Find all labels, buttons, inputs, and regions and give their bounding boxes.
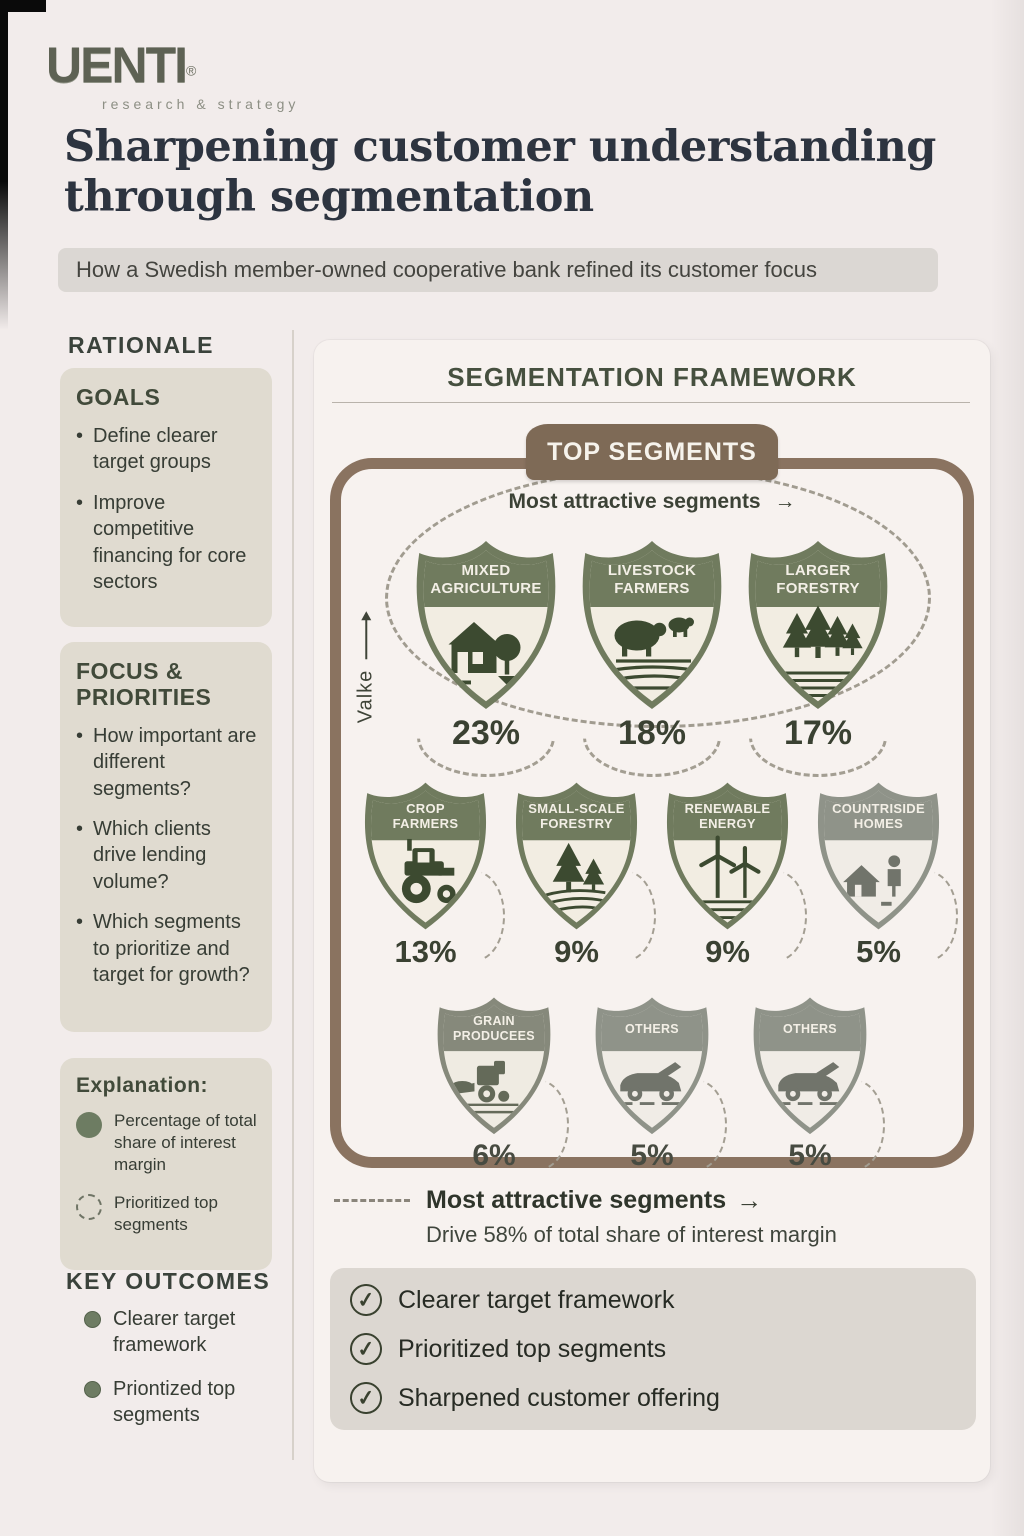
segment-percentage: 9% bbox=[554, 933, 599, 969]
top-segments-banner bbox=[526, 424, 778, 480]
focus-heading: FOCUS & PRIORITIES bbox=[76, 658, 212, 711]
shield-graphic bbox=[433, 995, 555, 1137]
shield-row-bottom bbox=[314, 995, 990, 1173]
most-attractive-label bbox=[314, 490, 990, 514]
attractive-note bbox=[334, 1185, 762, 1216]
segment-shield bbox=[577, 538, 727, 753]
legend-label: Percentage of total share of interest margin bbox=[114, 1111, 257, 1175]
goals-heading: GOALS bbox=[76, 384, 161, 410]
filled-circle-icon bbox=[76, 1112, 102, 1138]
shield-row-top bbox=[314, 538, 990, 753]
logo-tagline: research & strategy bbox=[102, 96, 300, 112]
dashed-line-icon bbox=[334, 1199, 410, 1202]
checkmark-icon: ✓ bbox=[348, 1331, 383, 1366]
segment-shield bbox=[433, 995, 555, 1173]
segment-percentage: 5% bbox=[630, 1138, 674, 1172]
rationale-heading: RATIONALE bbox=[68, 332, 214, 358]
shield-graphic bbox=[662, 780, 793, 932]
attractive-note-arrow-icon: → bbox=[736, 1185, 763, 1215]
segment-shield bbox=[813, 780, 944, 970]
segment-shield bbox=[511, 780, 642, 970]
focus-list bbox=[76, 723, 258, 989]
bullet-icon: • bbox=[76, 425, 84, 447]
framework-title: SEGMENTATION FRAMEWORK bbox=[447, 362, 857, 392]
vertical-divider bbox=[292, 330, 294, 1460]
segment-label: GRAIN PRODUCEES bbox=[453, 1014, 535, 1043]
checklist-text: Prioritized top segments bbox=[398, 1334, 667, 1363]
bullet-text: Which clients drive lending volume? bbox=[93, 818, 211, 893]
top-segments-label: TOP SEGMENTS bbox=[547, 437, 757, 466]
bullet-item bbox=[76, 423, 258, 476]
explanation-box bbox=[60, 1058, 272, 1270]
segment-shield bbox=[360, 780, 491, 970]
most-attractive-text: Most attractive segments bbox=[508, 490, 761, 513]
checklist-text: Sharpened customer offering bbox=[398, 1383, 720, 1412]
segment-label: MIXED AGRICULTURE bbox=[430, 562, 542, 597]
shield-graphic bbox=[360, 780, 491, 932]
segment-shield bbox=[662, 780, 793, 970]
segment-percentage: 17% bbox=[783, 714, 853, 752]
bullet-text: Define clearer target groups bbox=[93, 425, 218, 474]
segment-label: COUNTRISIDE HOMES bbox=[832, 801, 925, 832]
bullet-text: Which segments to prioritize and target for growth? bbox=[93, 911, 250, 986]
checkmark-icon: ✓ bbox=[348, 1380, 383, 1415]
bullet-icon: • bbox=[76, 724, 84, 747]
outcome-dot-icon bbox=[84, 1381, 101, 1398]
framework-title-rule bbox=[332, 402, 970, 403]
company-logo bbox=[46, 36, 299, 112]
attractive-note-subtitle: Drive 58% of total share of interest margin bbox=[426, 1222, 837, 1247]
shield-graphic bbox=[577, 538, 727, 712]
subtitle-banner: How a Swedish member-owned cooperative bank refined its customer focus bbox=[58, 248, 938, 292]
scan-artifact-edge bbox=[0, 0, 8, 330]
outcome-dot-icon bbox=[84, 1311, 101, 1328]
focus-box bbox=[60, 642, 272, 1032]
logo-wordmark: UENTI bbox=[46, 37, 186, 93]
checklist-item bbox=[350, 1333, 956, 1365]
explanation-legend bbox=[76, 1110, 258, 1236]
bullet-item bbox=[76, 490, 258, 596]
key-outcomes-list bbox=[84, 1306, 284, 1446]
segment-shield bbox=[591, 995, 713, 1173]
segment-percentage: 5% bbox=[856, 933, 901, 969]
bullet-icon: • bbox=[76, 491, 84, 514]
outcome-text: Priontized top segments bbox=[113, 1378, 236, 1426]
segment-label: OTHERS bbox=[783, 1021, 837, 1036]
shield-graphic bbox=[511, 780, 642, 932]
dashed-circle-icon bbox=[76, 1194, 102, 1220]
bullet-item bbox=[76, 909, 258, 988]
bullet-icon: • bbox=[76, 818, 84, 841]
bullet-text: Improve competitive financing for core sectors bbox=[93, 491, 247, 593]
explanation-heading: Explanation: bbox=[76, 1074, 209, 1097]
page-title-line1: Sharpening customer understanding bbox=[64, 122, 936, 172]
legend-label: Prioritized top segments bbox=[114, 1193, 218, 1235]
shield-graphic bbox=[411, 538, 561, 712]
segment-percentage: 9% bbox=[705, 933, 750, 969]
segment-label: RENEWABLE ENERGY bbox=[684, 801, 771, 832]
segment-shield bbox=[411, 538, 561, 753]
right-arrow-icon: → bbox=[774, 490, 796, 513]
segment-label: CROP FARMERS bbox=[392, 801, 459, 832]
shield-graphic bbox=[743, 538, 893, 712]
segment-percentage: 6% bbox=[472, 1138, 516, 1172]
segment-percentage: 18% bbox=[617, 714, 687, 752]
bullet-item bbox=[76, 723, 258, 802]
shield-graphic bbox=[749, 995, 871, 1137]
segment-label: LARGER FORESTRY bbox=[776, 562, 860, 597]
page-title-line2: through segmentation bbox=[64, 172, 594, 223]
bullet-text: How important are different segments? bbox=[93, 724, 257, 800]
legend-item bbox=[76, 1192, 258, 1236]
segment-percentage: 13% bbox=[394, 933, 457, 969]
shield-graphic bbox=[813, 780, 944, 932]
checklist-item bbox=[350, 1284, 956, 1316]
segment-shield bbox=[743, 538, 893, 753]
bullet-icon: • bbox=[76, 911, 84, 934]
legend-item bbox=[76, 1110, 258, 1176]
checklist-text: Clearer target framework bbox=[398, 1285, 675, 1314]
page-title bbox=[64, 122, 964, 223]
shield-row-middle bbox=[314, 780, 990, 970]
outcome-item bbox=[84, 1306, 284, 1358]
attractive-note-title: Most attractive segments bbox=[426, 1186, 727, 1214]
segment-label: LIVESTOCK FARMERS bbox=[607, 562, 697, 597]
registered-mark-icon: ® bbox=[186, 62, 197, 79]
outcomes-checklist bbox=[330, 1268, 976, 1430]
bullet-item bbox=[76, 816, 258, 895]
segment-percentage: 5% bbox=[788, 1138, 832, 1172]
outcome-item bbox=[84, 1376, 284, 1428]
segment-percentage: 23% bbox=[451, 714, 521, 752]
segment-label: OTHERS bbox=[625, 1021, 679, 1036]
key-outcomes-heading: KEY OUTCOMES bbox=[66, 1268, 271, 1294]
checklist-item bbox=[350, 1382, 956, 1414]
segment-label: SMALL-SCALE FORESTRY bbox=[528, 801, 625, 832]
segment-shield bbox=[749, 995, 871, 1173]
checkmark-icon: ✓ bbox=[348, 1282, 383, 1317]
goals-box bbox=[60, 368, 272, 627]
goals-list bbox=[76, 423, 258, 595]
value-axis-label: Valke bbox=[354, 669, 377, 723]
shield-graphic bbox=[591, 995, 713, 1137]
segmentation-framework-card bbox=[314, 340, 990, 1482]
outcome-text: Clearer target framework bbox=[113, 1308, 236, 1356]
